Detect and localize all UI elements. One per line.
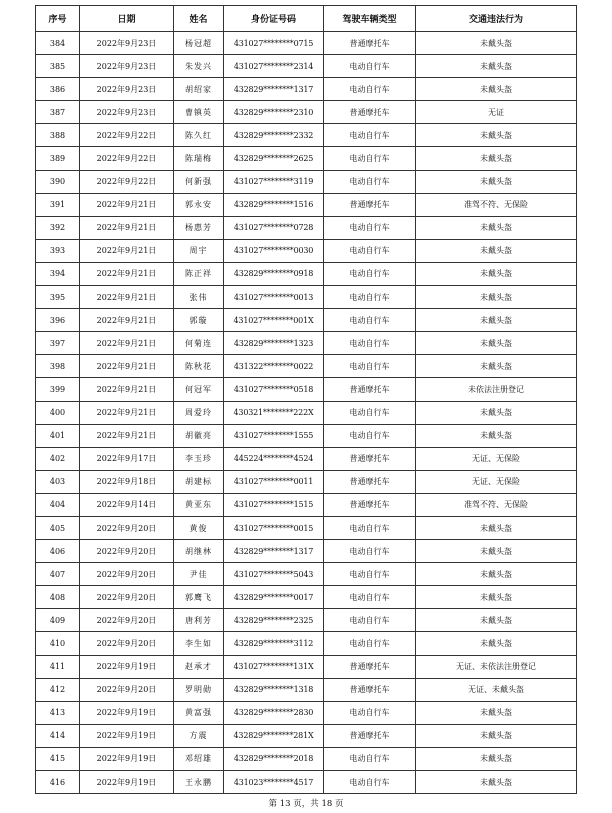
cell-name: 陈秋花 (174, 355, 224, 378)
cell-violation: 未戴头盔 (416, 309, 577, 332)
cell-date: 2022年9月21日 (80, 355, 174, 378)
cell-serial: 394 (36, 262, 80, 285)
cell-date: 2022年9月20日 (80, 609, 174, 632)
cell-serial: 388 (36, 124, 80, 147)
header-id-number: 身份证号码 (224, 6, 324, 32)
cell-serial: 387 (36, 101, 80, 124)
cell-id-number: 431027********0015 (224, 516, 324, 539)
cell-violation: 无证、未戴头盔 (416, 678, 577, 701)
cell-violation: 未戴头盔 (416, 78, 577, 101)
cell-vehicle-type: 电动自行车 (324, 262, 416, 285)
cell-serial: 407 (36, 563, 80, 586)
cell-serial: 397 (36, 332, 80, 355)
cell-serial: 398 (36, 355, 80, 378)
cell-name: 何菊连 (174, 332, 224, 355)
cell-vehicle-type: 电动自行车 (324, 239, 416, 262)
cell-vehicle-type: 普通摩托车 (324, 193, 416, 216)
cell-date: 2022年9月21日 (80, 262, 174, 285)
cell-name: 尹佳 (174, 563, 224, 586)
cell-name: 郭鹰飞 (174, 586, 224, 609)
cell-id-number: 432829********2625 (224, 147, 324, 170)
table-row (36, 516, 577, 539)
cell-id-number: 432829********1317 (224, 78, 324, 101)
table-row (36, 609, 577, 632)
cell-id-number: 431027********0715 (224, 32, 324, 55)
cell-serial: 415 (36, 747, 80, 770)
table-row (36, 401, 577, 424)
table-row (36, 170, 577, 193)
cell-date: 2022年9月19日 (80, 655, 174, 678)
cell-violation: 无证 (416, 101, 577, 124)
cell-name: 陈瑞梅 (174, 147, 224, 170)
cell-id-number: 432829********1323 (224, 332, 324, 355)
cell-name: 胡建标 (174, 470, 224, 493)
table-body (36, 32, 577, 794)
cell-vehicle-type: 普通摩托车 (324, 378, 416, 401)
header-violation: 交通违法行为 (416, 6, 577, 32)
cell-name: 张伟 (174, 286, 224, 309)
cell-date: 2022年9月14日 (80, 493, 174, 516)
cell-id-number: 432829********0017 (224, 586, 324, 609)
cell-vehicle-type: 电动自行车 (324, 632, 416, 655)
cell-violation: 未戴头盔 (416, 239, 577, 262)
table-row (36, 309, 577, 332)
cell-id-number: 431027********0030 (224, 239, 324, 262)
table-row (36, 678, 577, 701)
cell-date: 2022年9月19日 (80, 771, 174, 794)
cell-name: 胡绍家 (174, 78, 224, 101)
cell-name: 郭永安 (174, 193, 224, 216)
cell-date: 2022年9月20日 (80, 586, 174, 609)
cell-date: 2022年9月21日 (80, 286, 174, 309)
table-row (36, 632, 577, 655)
cell-date: 2022年9月21日 (80, 193, 174, 216)
cell-vehicle-type: 电动自行车 (324, 747, 416, 770)
cell-violation: 未戴头盔 (416, 563, 577, 586)
table-row (36, 55, 577, 78)
cell-date: 2022年9月23日 (80, 101, 174, 124)
cell-id-number: 432829********2830 (224, 701, 324, 724)
cell-violation: 未戴头盔 (416, 332, 577, 355)
cell-violation: 未戴头盔 (416, 724, 577, 747)
cell-date: 2022年9月19日 (80, 747, 174, 770)
cell-violation: 未戴头盔 (416, 32, 577, 55)
table-row (36, 193, 577, 216)
cell-id-number: 432829********3112 (224, 632, 324, 655)
cell-violation: 未戴头盔 (416, 632, 577, 655)
cell-date: 2022年9月21日 (80, 239, 174, 262)
table-row (36, 147, 577, 170)
cell-id-number: 431027********1555 (224, 424, 324, 447)
table-row (36, 332, 577, 355)
cell-violation: 未戴头盔 (416, 55, 577, 78)
table-row (36, 124, 577, 147)
cell-id-number: 432829********2332 (224, 124, 324, 147)
table-row (36, 747, 577, 770)
cell-name: 罗明勋 (174, 678, 224, 701)
cell-vehicle-type: 电动自行车 (324, 586, 416, 609)
cell-violation: 无证、未依法注册登记 (416, 655, 577, 678)
cell-id-number: 431027********3119 (224, 170, 324, 193)
cell-serial: 405 (36, 516, 80, 539)
cell-serial: 401 (36, 424, 80, 447)
header-date: 日期 (80, 6, 174, 32)
cell-violation: 未戴头盔 (416, 147, 577, 170)
cell-serial: 404 (36, 493, 80, 516)
cell-id-number: 431027********0011 (224, 470, 324, 493)
cell-vehicle-type: 电动自行车 (324, 424, 416, 447)
cell-serial: 392 (36, 216, 80, 239)
cell-violation: 未戴头盔 (416, 286, 577, 309)
cell-name: 周宇 (174, 239, 224, 262)
table-row (36, 493, 577, 516)
cell-name: 陈久红 (174, 124, 224, 147)
cell-date: 2022年9月21日 (80, 309, 174, 332)
cell-vehicle-type: 电动自行车 (324, 540, 416, 563)
cell-vehicle-type: 电动自行车 (324, 55, 416, 78)
cell-serial: 410 (36, 632, 80, 655)
table-row (36, 586, 577, 609)
cell-serial: 416 (36, 771, 80, 794)
cell-vehicle-type: 电动自行车 (324, 771, 416, 794)
table-row (36, 724, 577, 747)
cell-vehicle-type: 电动自行车 (324, 516, 416, 539)
cell-violation: 未戴头盔 (416, 701, 577, 724)
table-row (36, 424, 577, 447)
cell-id-number: 431027********0728 (224, 216, 324, 239)
cell-date: 2022年9月21日 (80, 332, 174, 355)
cell-vehicle-type: 电动自行车 (324, 332, 416, 355)
table-row (36, 216, 577, 239)
cell-violation: 未戴头盔 (416, 586, 577, 609)
cell-violation: 未戴头盔 (416, 401, 577, 424)
cell-name: 何新强 (174, 170, 224, 193)
cell-name: 周爱玲 (174, 401, 224, 424)
cell-violation: 未戴头盔 (416, 170, 577, 193)
cell-id-number: 432829********1516 (224, 193, 324, 216)
cell-vehicle-type: 电动自行车 (324, 309, 416, 332)
table-row (36, 701, 577, 724)
cell-id-number: 432829********0918 (224, 262, 324, 285)
cell-serial: 396 (36, 309, 80, 332)
header-vehicle-type: 驾驶车辆类型 (324, 6, 416, 32)
header-serial: 序号 (36, 6, 80, 32)
cell-date: 2022年9月20日 (80, 563, 174, 586)
cell-vehicle-type: 电动自行车 (324, 701, 416, 724)
cell-id-number: 432829********281X (224, 724, 324, 747)
cell-serial: 391 (36, 193, 80, 216)
cell-id-number: 431027********131X (224, 655, 324, 678)
cell-name: 陈正祥 (174, 262, 224, 285)
cell-vehicle-type: 电动自行车 (324, 286, 416, 309)
cell-date: 2022年9月22日 (80, 147, 174, 170)
violation-record-table (35, 5, 577, 794)
cell-vehicle-type: 普通摩托车 (324, 678, 416, 701)
table-row (36, 355, 577, 378)
cell-vehicle-type: 电动自行车 (324, 170, 416, 193)
cell-name: 李生如 (174, 632, 224, 655)
cell-violation: 未戴头盔 (416, 124, 577, 147)
cell-vehicle-type: 普通摩托车 (324, 101, 416, 124)
cell-id-number: 430321********222X (224, 401, 324, 424)
table-row (36, 540, 577, 563)
cell-vehicle-type: 电动自行车 (324, 147, 416, 170)
cell-vehicle-type: 普通摩托车 (324, 447, 416, 470)
cell-vehicle-type: 电动自行车 (324, 124, 416, 147)
cell-name: 杨惠芳 (174, 216, 224, 239)
cell-name: 赵承才 (174, 655, 224, 678)
cell-id-number: 432829********1318 (224, 678, 324, 701)
cell-violation: 未戴头盔 (416, 216, 577, 239)
cell-date: 2022年9月23日 (80, 32, 174, 55)
table-row (36, 239, 577, 262)
cell-serial: 390 (36, 170, 80, 193)
cell-date: 2022年9月21日 (80, 216, 174, 239)
header-name: 姓名 (174, 6, 224, 32)
cell-name: 杨冠超 (174, 32, 224, 55)
cell-vehicle-type: 普通摩托车 (324, 32, 416, 55)
cell-date: 2022年9月21日 (80, 378, 174, 401)
cell-name: 黄亚东 (174, 493, 224, 516)
cell-date: 2022年9月20日 (80, 516, 174, 539)
cell-vehicle-type: 电动自行车 (324, 563, 416, 586)
cell-id-number: 431027********2314 (224, 55, 324, 78)
cell-violation: 未依法注册登记 (416, 378, 577, 401)
cell-violation: 无证、无保险 (416, 447, 577, 470)
cell-violation: 未戴头盔 (416, 516, 577, 539)
cell-vehicle-type: 普通摩托车 (324, 724, 416, 747)
cell-id-number: 431027********0013 (224, 286, 324, 309)
cell-serial: 413 (36, 701, 80, 724)
cell-name: 唐利芳 (174, 609, 224, 632)
cell-id-number: 432829********2325 (224, 609, 324, 632)
cell-serial: 406 (36, 540, 80, 563)
cell-name: 黄富强 (174, 701, 224, 724)
cell-vehicle-type: 电动自行车 (324, 78, 416, 101)
cell-vehicle-type: 电动自行车 (324, 355, 416, 378)
cell-serial: 384 (36, 32, 80, 55)
cell-date: 2022年9月18日 (80, 470, 174, 493)
cell-id-number: 432829********1317 (224, 540, 324, 563)
cell-serial: 408 (36, 586, 80, 609)
table-row (36, 101, 577, 124)
cell-serial: 386 (36, 78, 80, 101)
cell-serial: 385 (36, 55, 80, 78)
cell-date: 2022年9月23日 (80, 55, 174, 78)
cell-serial: 400 (36, 401, 80, 424)
cell-date: 2022年9月20日 (80, 678, 174, 701)
table-row (36, 32, 577, 55)
cell-violation: 未戴头盔 (416, 424, 577, 447)
cell-serial: 403 (36, 470, 80, 493)
cell-serial: 411 (36, 655, 80, 678)
cell-date: 2022年9月17日 (80, 447, 174, 470)
cell-serial: 393 (36, 239, 80, 262)
page-number-footer: 第 13 页，共 18 页 (268, 799, 344, 809)
table-row (36, 286, 577, 309)
cell-id-number: 431023********4517 (224, 771, 324, 794)
cell-id-number: 431322********0022 (224, 355, 324, 378)
cell-name: 黄俊 (174, 516, 224, 539)
cell-id-number: 431027********5043 (224, 563, 324, 586)
table-row (36, 78, 577, 101)
cell-id-number: 432829********2310 (224, 101, 324, 124)
cell-id-number: 445224********4524 (224, 447, 324, 470)
cell-name: 曹镇英 (174, 101, 224, 124)
cell-date: 2022年9月23日 (80, 78, 174, 101)
cell-violation: 未戴头盔 (416, 355, 577, 378)
table-row (36, 655, 577, 678)
cell-date: 2022年9月20日 (80, 540, 174, 563)
cell-name: 王永鹏 (174, 771, 224, 794)
cell-violation: 未戴头盔 (416, 747, 577, 770)
cell-violation: 未戴头盔 (416, 262, 577, 285)
cell-vehicle-type: 普通摩托车 (324, 470, 416, 493)
cell-serial: 402 (36, 447, 80, 470)
cell-violation: 无证、无保险 (416, 470, 577, 493)
cell-serial: 389 (36, 147, 80, 170)
cell-name: 胡继林 (174, 540, 224, 563)
cell-date: 2022年9月20日 (80, 632, 174, 655)
cell-violation: 未戴头盔 (416, 771, 577, 794)
cell-id-number: 432829********2018 (224, 747, 324, 770)
cell-vehicle-type: 普通摩托车 (324, 493, 416, 516)
cell-violation: 准驾不符、无保险 (416, 493, 577, 516)
table-row (36, 447, 577, 470)
cell-violation: 准驾不符、无保险 (416, 193, 577, 216)
cell-serial: 395 (36, 286, 80, 309)
cell-vehicle-type: 电动自行车 (324, 216, 416, 239)
table-row (36, 771, 577, 794)
cell-violation: 未戴头盔 (416, 540, 577, 563)
cell-id-number: 431027********1515 (224, 493, 324, 516)
table-row (36, 563, 577, 586)
cell-serial: 399 (36, 378, 80, 401)
cell-date: 2022年9月21日 (80, 424, 174, 447)
cell-serial: 409 (36, 609, 80, 632)
table-row (36, 470, 577, 493)
cell-vehicle-type: 普通摩托车 (324, 655, 416, 678)
cell-date: 2022年9月21日 (80, 401, 174, 424)
cell-name: 郭璇 (174, 309, 224, 332)
cell-violation: 未戴头盔 (416, 609, 577, 632)
cell-name: 朱发兴 (174, 55, 224, 78)
cell-vehicle-type: 电动自行车 (324, 609, 416, 632)
cell-name: 胡徽亮 (174, 424, 224, 447)
cell-name: 邓绍雄 (174, 747, 224, 770)
cell-name: 李玉珍 (174, 447, 224, 470)
cell-serial: 412 (36, 678, 80, 701)
table-row (36, 378, 577, 401)
table-header-row (36, 6, 577, 32)
cell-name: 方震 (174, 724, 224, 747)
cell-name: 何冠军 (174, 378, 224, 401)
cell-date: 2022年9月22日 (80, 170, 174, 193)
cell-date: 2022年9月22日 (80, 124, 174, 147)
cell-vehicle-type: 电动自行车 (324, 401, 416, 424)
cell-serial: 414 (36, 724, 80, 747)
cell-date: 2022年9月19日 (80, 701, 174, 724)
table-row (36, 262, 577, 285)
cell-id-number: 431027********001X (224, 309, 324, 332)
cell-date: 2022年9月19日 (80, 724, 174, 747)
cell-id-number: 431027********0518 (224, 378, 324, 401)
